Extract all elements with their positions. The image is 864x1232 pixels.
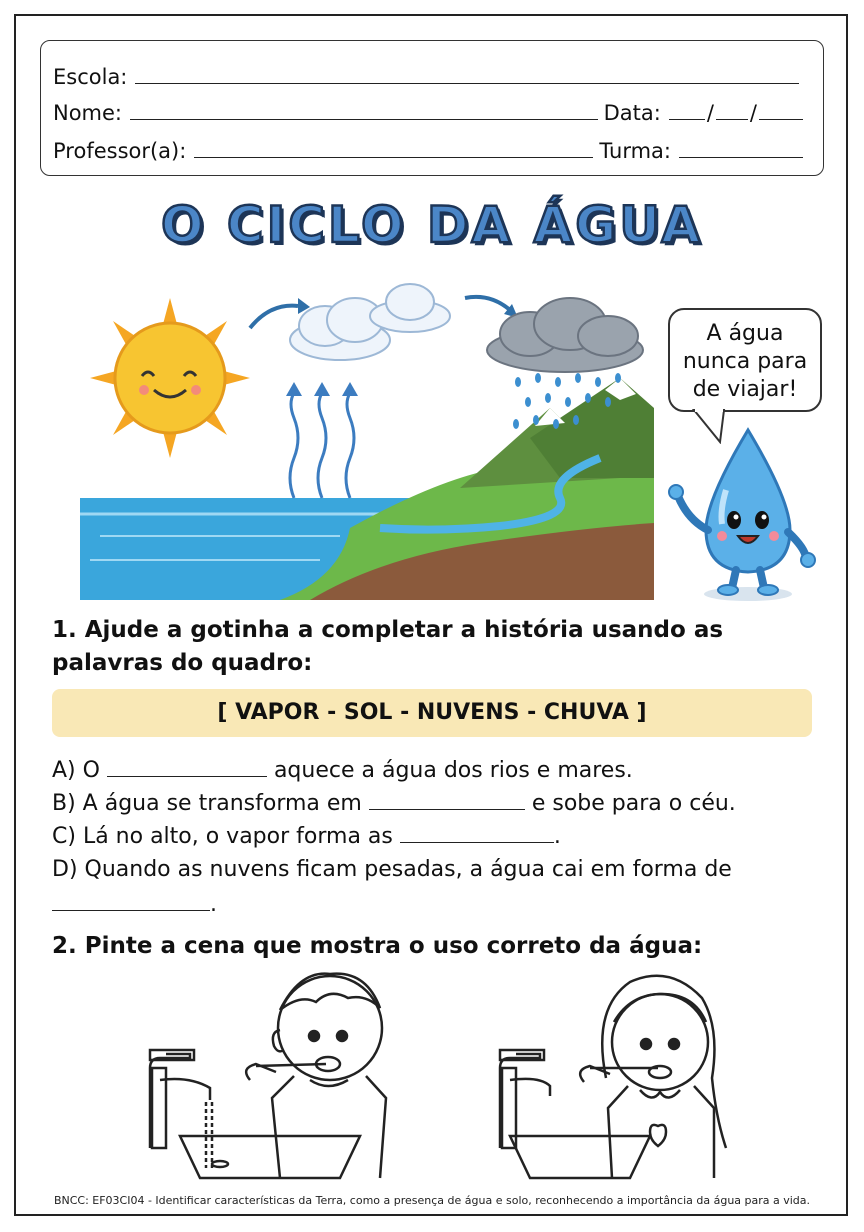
answer-blank-b[interactable] [369,791,525,810]
question-2-prompt: 2. Pinte a cena que mostra o uso correto da água: [52,933,703,959]
sentence-d [52,855,832,885]
school-blank[interactable] [135,82,799,84]
sun-icon [90,298,250,458]
answer-blank-a[interactable] [107,758,267,777]
date-separator: / [749,101,757,125]
sentence-a-start: A) O [52,758,100,783]
sentence-b-start: B) A água se transforma em [52,791,362,816]
teacher-row [53,133,805,163]
sentence-c-start: C) Lá no alto, o vapor forma as [52,824,393,849]
sentence-d-blank-line [52,890,832,920]
word-bank: [ VAPOR - SOL - NUVENS - CHUVA ] [52,689,812,737]
name-blank[interactable] [130,118,598,120]
teacher-blank[interactable] [194,156,593,158]
sentence-a-end: aquece a água dos rios e mares. [273,758,633,783]
coloring-scene-tap-open[interactable] [130,968,410,1188]
date-label: Data: [603,101,661,125]
water-drop-mascot-icon [660,420,830,605]
question-1-prompt: 1. Ajude a gotinha a completar a história usando as palavras do quadro: [52,617,724,676]
class-label: Turma: [599,139,671,163]
date-year-blank[interactable] [759,118,803,120]
sentence-c-end: . [553,824,561,849]
page-title: O CICLO DA ÁGUA [161,196,703,254]
student-info-box [40,40,824,176]
speech-bubble-line: A água [706,321,784,346]
sentence-a [52,756,832,786]
answer-blank-d[interactable] [52,892,210,911]
name-row [53,95,805,125]
sentence-b [52,789,832,819]
date-day-blank[interactable] [669,118,705,120]
name-label: Nome: [53,101,123,125]
speech-bubble-line: nunca para [682,349,808,374]
speech-bubble-line: de viajar! [692,377,798,402]
school-label: Escola: [53,65,128,89]
sentence-d-end: . [210,892,217,917]
coloring-scene-tap-closed[interactable] [480,968,760,1188]
date-separator: / [706,101,714,125]
sentence-b-end: e sobe para o céu. [531,791,736,816]
water-cycle-illustration [80,278,654,600]
date-month-blank[interactable] [716,118,748,120]
answer-blank-c[interactable] [400,824,554,843]
sentence-c [52,822,832,852]
class-blank[interactable] [679,156,803,158]
bncc-footer: BNCC: EF03CI04 - Identificar características da Terra, como a presença de água e solo, reconhecendo a importância da água para a vida. [53,1194,811,1207]
teacher-label: Professor(a): [53,139,187,163]
sentence-d-text: D) Quando as nuvens ficam pesadas, a água cai em forma de [52,857,732,882]
speech-bubble [668,308,822,412]
school-row [53,59,805,89]
